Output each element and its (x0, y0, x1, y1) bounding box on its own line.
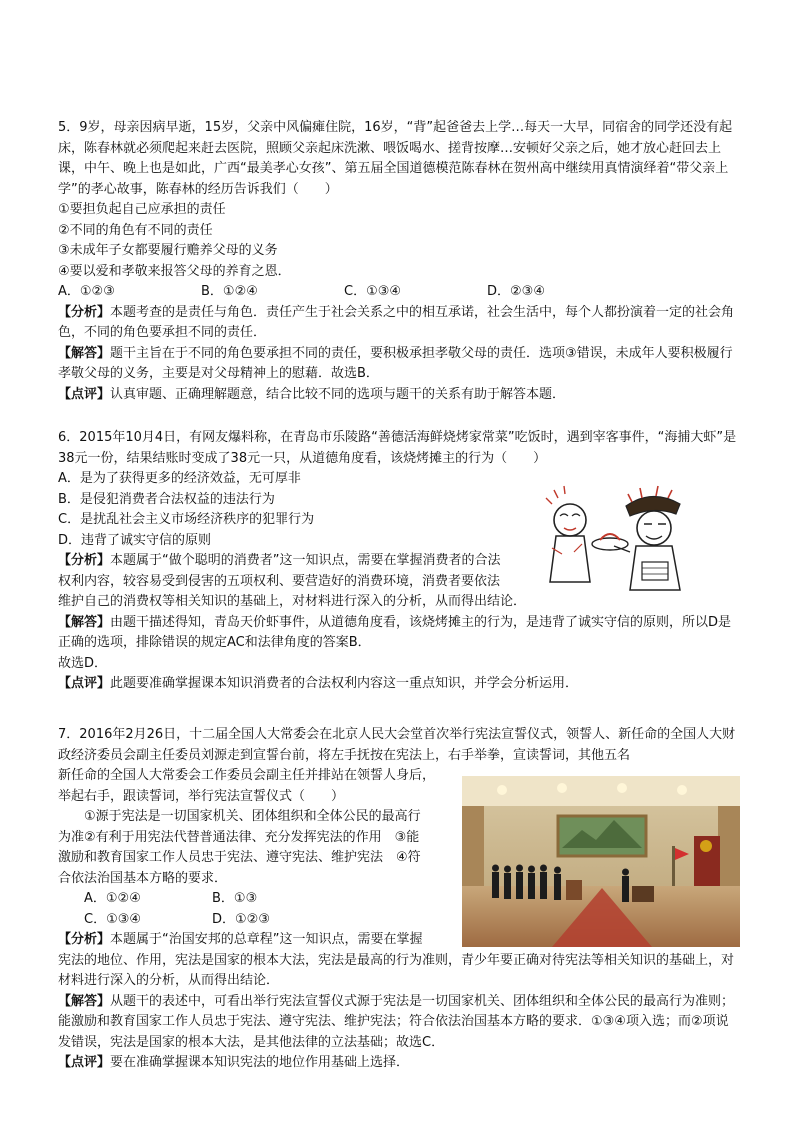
q7-answer-tag: 【解答】 (58, 993, 111, 1009)
q7-analysis-text-1: 本题属于“治国安邦的总章程”这一知识点，需要在掌握 (110, 932, 423, 947)
q6-answer-text: 由题干描述得知，青岛天价虾事件，从道德角度看，该烧烤摊主的行为，是违背了诚实守信的原则，所以D是正确的选项，排除错误的规定AC和法律角度的答案B． (58, 614, 732, 650)
cartoon-illustration (538, 478, 702, 598)
q6-option-d: D．违背了诚实守信的原则 (58, 532, 212, 548)
q5-option-d: D．②③④ (487, 284, 545, 299)
q7-option-a: A．①②④ (84, 891, 141, 906)
q5-option-a: A．①②③ (58, 284, 115, 299)
q5-item-2: ②不同的角色有不同的责任 (58, 222, 213, 238)
q5-option-b: B．①②④ (201, 284, 258, 299)
q6-option-b: B．是侵犯消费者合法权益的违法行为 (58, 491, 275, 507)
q5-options (58, 282, 740, 303)
q7-analysis-tag: 【分析】 (58, 932, 111, 947)
q5-answer-text: 题干主旨在于不同的角色要承担不同的责任，要积极承担孝敬父母的责任．选项③错误，未成年人要积极履行孝敬父母的义务，主要是对父母精神上的慰藉．故选B． (58, 345, 733, 381)
q5-analysis-text: 本题考查的是责任与角色．责任产生于社会关系之中的相互承诺，社会生活中，每个人都扮演着一定的社会角色，不同的角色要承担不同的责任． (58, 304, 735, 340)
q5-item-4: ④要以爱和孝敬来报答父母的养育之恩． (58, 263, 291, 279)
q7-stem-line-1: 新任命的全国人大常委会工作委员会副主任并排站在领誓人身后， (58, 768, 436, 783)
q6-answer (58, 613, 740, 654)
q7-stem-line-2: 举起右手，跟读誓词，举行宪法宣誓仪式（ ） (58, 788, 345, 804)
q6-option-a: A．是为了获得更多的经济效益，无可厚非 (58, 471, 301, 486)
q5-item-1: ①要担负起自己应承担的责任 (58, 202, 226, 217)
q7-items-line-1: ①源于宪法是一切国家机关、团体组织和全体公民的最高行 (84, 809, 421, 824)
q6-analysis-line-1 (58, 551, 528, 572)
ceremony-hall-icon (462, 776, 740, 947)
q5-answer (58, 344, 740, 385)
q7-comment (58, 1053, 740, 1074)
q6-analysis-tag: 【分析】 (58, 553, 111, 568)
q5-comment-text: 认真审题、正确理解题意，结合比较不同的选项与题干的关系有助于解答本题． (110, 386, 566, 402)
q7-items-line-2: 为准②有利于用宪法代替普通法律、充分发挥宪法的作用 ③能 (58, 829, 420, 845)
q6-comment (58, 674, 740, 695)
q7-stem: 7．2016年2月26日，十二届全国人大常委会在北京人民大会堂首次举行宪法宣誓仪式，领誓人、新任命的全国人大财政经济委员会副主任委员刘源走到宣誓台前，将左手抚按在宪法上，右手举拳，宣读誓词，其他五名 (58, 727, 736, 763)
q5-analysis-tag: 【分析】 (58, 304, 111, 320)
q7-comment-tag: 【点评】 (58, 1055, 111, 1070)
q6-analysis-line-3: 维护自己的消费权等相关知识的基础上，对材料进行深入的分析，从而得出结论． (58, 594, 527, 609)
q6-answer-tag: 【解答】 (58, 614, 111, 630)
q7-option-c: C．①③④ (84, 911, 142, 927)
q5-analysis (58, 303, 740, 344)
q6-answer-end: 故选D． (58, 655, 108, 671)
q5-stem: 5．9岁，母亲因病早逝，15岁，父亲中风偏瘫住院，16岁，“背”起爸爸去上学…每天一大早，同宿舍的同学还没有起床，陈春林就必须爬起来赶去医院，照顾父亲起床洗漱、喂饭喝水、搓背按摩…安顿好父亲之后，她才放心赶回去上课，中午、晚上也是如此，广西“最美孝心女孩”、第五届全国道德模范陈春林在贺州高中继续用真情演绎着“带父亲上学”的孝心故事，陈春林的经历告诉我们（ ） (58, 120, 733, 197)
q6-comment-text: 此题要准确掌握课本知识消费者的合法权利内容这一重点知识，并学会分析运用． (110, 676, 579, 691)
q5-option-c: C．①③④ (344, 284, 402, 299)
q7-options-row-2 (58, 910, 476, 931)
q7-comment-text: 要在准确掌握课本知识宪法的地位作用基础上选择． (110, 1055, 410, 1070)
q7-items-line-4: 合依法治国基本方略的要求． (58, 870, 228, 886)
q6-analysis-text-1: 本题属于“做个聪明的消费者”这一知识点，需要在掌握消费者的合法 (110, 553, 501, 568)
q6-analysis-line-2: 权利内容，较容易受到侵害的五项权利、要营造好的消费环境，消费者要依法 (58, 573, 501, 589)
q6-stem: 6．2015年10月4日，有网友爆料称，在青岛市乐陵路“善德活海鲜烧烤家常菜”吃饭时，遇到宰客事件，“海捕大虾”是38元一份，结果结账时变成了38元一只，从道德角度看，该烧烤摊主的行为（ ） (58, 430, 737, 466)
q7-analysis-rest: 宪法的地位、作用，宪法是国家的根本大法，宪法是最高的行为准则，青少年要正确对待宪法等相关知识的基础上，对材料进行深入的分析，从而得出结论． (58, 952, 735, 988)
q7-option-b: B．①③ (212, 891, 258, 906)
q7-items-line-3: 激励和教育国家工作人员忠于宪法、遵守宪法、维护宪法 ④符 (58, 850, 421, 865)
q7-answer (58, 992, 740, 1054)
q7-analysis-line-1 (58, 930, 450, 951)
question-5 (58, 118, 740, 405)
oath-ceremony-photo (462, 776, 740, 947)
q5-item-3: ③未成年子女都要履行赡养父母的义务 (58, 243, 278, 258)
q5-comment (58, 385, 740, 406)
q7-answer-text: 从题干的表述中，可看出举行宪法宣誓仪式源于宪法是一切国家机关、团体组织和全体公民的最高行为准则；能激励和教育国家工作人员忠于宪法、遵守宪法、维护宪法；符合依法治国基本方略的要求．①③④项入选；而②项说发错误，宪法是国家的根本大法，是其他法律的立法基础；故选C． (58, 993, 735, 1050)
q7-options-row-1 (58, 889, 476, 910)
q6-option-c: C．是扰乱社会主义市场经济秩序的犯罪行为 (58, 512, 315, 527)
q5-answer-tag: 【解答】 (58, 345, 111, 361)
cartoon-shrimp-vendor-icon (538, 478, 702, 598)
q5-comment-tag: 【点评】 (58, 386, 111, 402)
q7-option-d: D．①②③ (212, 911, 270, 927)
q6-comment-tag: 【点评】 (58, 676, 111, 691)
